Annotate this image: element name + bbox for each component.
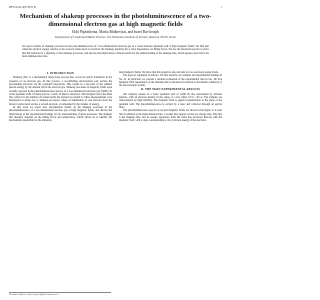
section-heading-results: II. THE MAIN EXPERIMENTAL RESULTS bbox=[140, 88, 201, 92]
paper-title: Mechanism of shakeup processes in the photoluminescence of a two-dimensional electron gas at high magnetic fields bbox=[19, 13, 212, 28]
paragraph: Shakeup (SU) is a fundamental many-body process that occurs in optical transitions in the presence of an electron gas. In this process, a recombining electron-hole pair excites the surrounding electrons via the Coulomb interaction. This results in a decrease of the emitted photon energy by the amount left in the electron gas. Shakeup processes in magnetic fields were recently reported in the photoluminescence spectra of a two-dimensional electron gas (2DEG) in GaAs quantum wells. In these spectra, a series of lines is observed, with energies below the main line, where n is the number of Landau levels the electron is excited to. These measurements were interpreted as being due to shakeup processes, where recombination of one electron from the lowest Landau level excites a second electron, accompanied by the transfer of energy. bbox=[9, 76, 112, 106]
footnote: Electronic address: israel.bar-joseph@weizmann.ac.il bbox=[9, 292, 111, 297]
running-header bbox=[9, 4, 222, 10]
section-heading-introduction: I. INTRODUCTION bbox=[46, 71, 75, 75]
journal-name: PHYSICAL REVIEW B bbox=[9, 5, 36, 9]
paragraph: The paper is organized as follows. We first describe our samples and experimental findings in Sec. II. In particular, we present a detailed evaluation of the experimental data in Sec. III. The magnetic field dependence of the shakeup line is discussed in relation to the hidden symmetry of the electron-hole system. bbox=[119, 74, 222, 88]
affiliation: Department of Condensed Matter Physics, The Weizmann Institute of Science, Rehovot 76100, Israel bbox=[55, 34, 176, 39]
abstract: We report studies of shakeup processes in the photoluminescence of a two-dimensional electron gas in a GaAs/AlGaAs quantum well at high magnetic fields. We find that when the electron energy relative to the lowest Landau level is resolved, the shakeup intensity has a clear dependence on filling factor. We use the measured spectra to show that this behavior is a signature of the shakeup processes, and discuss the implications of these results for the understanding of the shakeup line, which appears just below the main luminescence line. bbox=[22, 45, 209, 58]
paragraph: The photoluminescence spectra at several magnetic fields are shown in the figure. It is seen that in addition to the main emission line, a weaker line appears on the low energy side. This line is the shakeup line, and its energy separation from the main line increases linearly with the magnetic field, with a slope corresponding to the cyclotron energy of the electrons. bbox=[119, 109, 222, 123]
paragraph: ning magnetic fields. We show that this system is also relevant for two electron Landau levels. bbox=[119, 71, 219, 74]
body-columns bbox=[9, 71, 222, 290]
right-column bbox=[119, 71, 222, 290]
paragraph: Our samples consist of a GaAs quantum well of width 20 nm, surrounded by AlGaAs barriers, with an electron density in the range of a few times 10^11 cm^-2. The samples are characterized by high mobility. The magnetic field is applied perpendicular to the plane of the quantum well. The photoluminescence is excited by a laser and collected through an optical fiber. bbox=[119, 92, 222, 110]
page-number: 1 bbox=[220, 5, 222, 9]
left-column bbox=[9, 71, 112, 290]
paragraph: In this work we report new experimental results on the shakeup processes in the photoluminescence of a two-dimensional electron gas at high magnetic fields, and discuss the implications of the experimental findings on our understanding of these processes. The shakeup line intensity depends on the filling factor and temperature, which allows us to identify the mechanism responsible for the emission. bbox=[9, 106, 112, 123]
author-list: Eldit Pipkerkeina, Marko Bhiktevisai, and Israel Bar-Joseph bbox=[72, 30, 159, 34]
